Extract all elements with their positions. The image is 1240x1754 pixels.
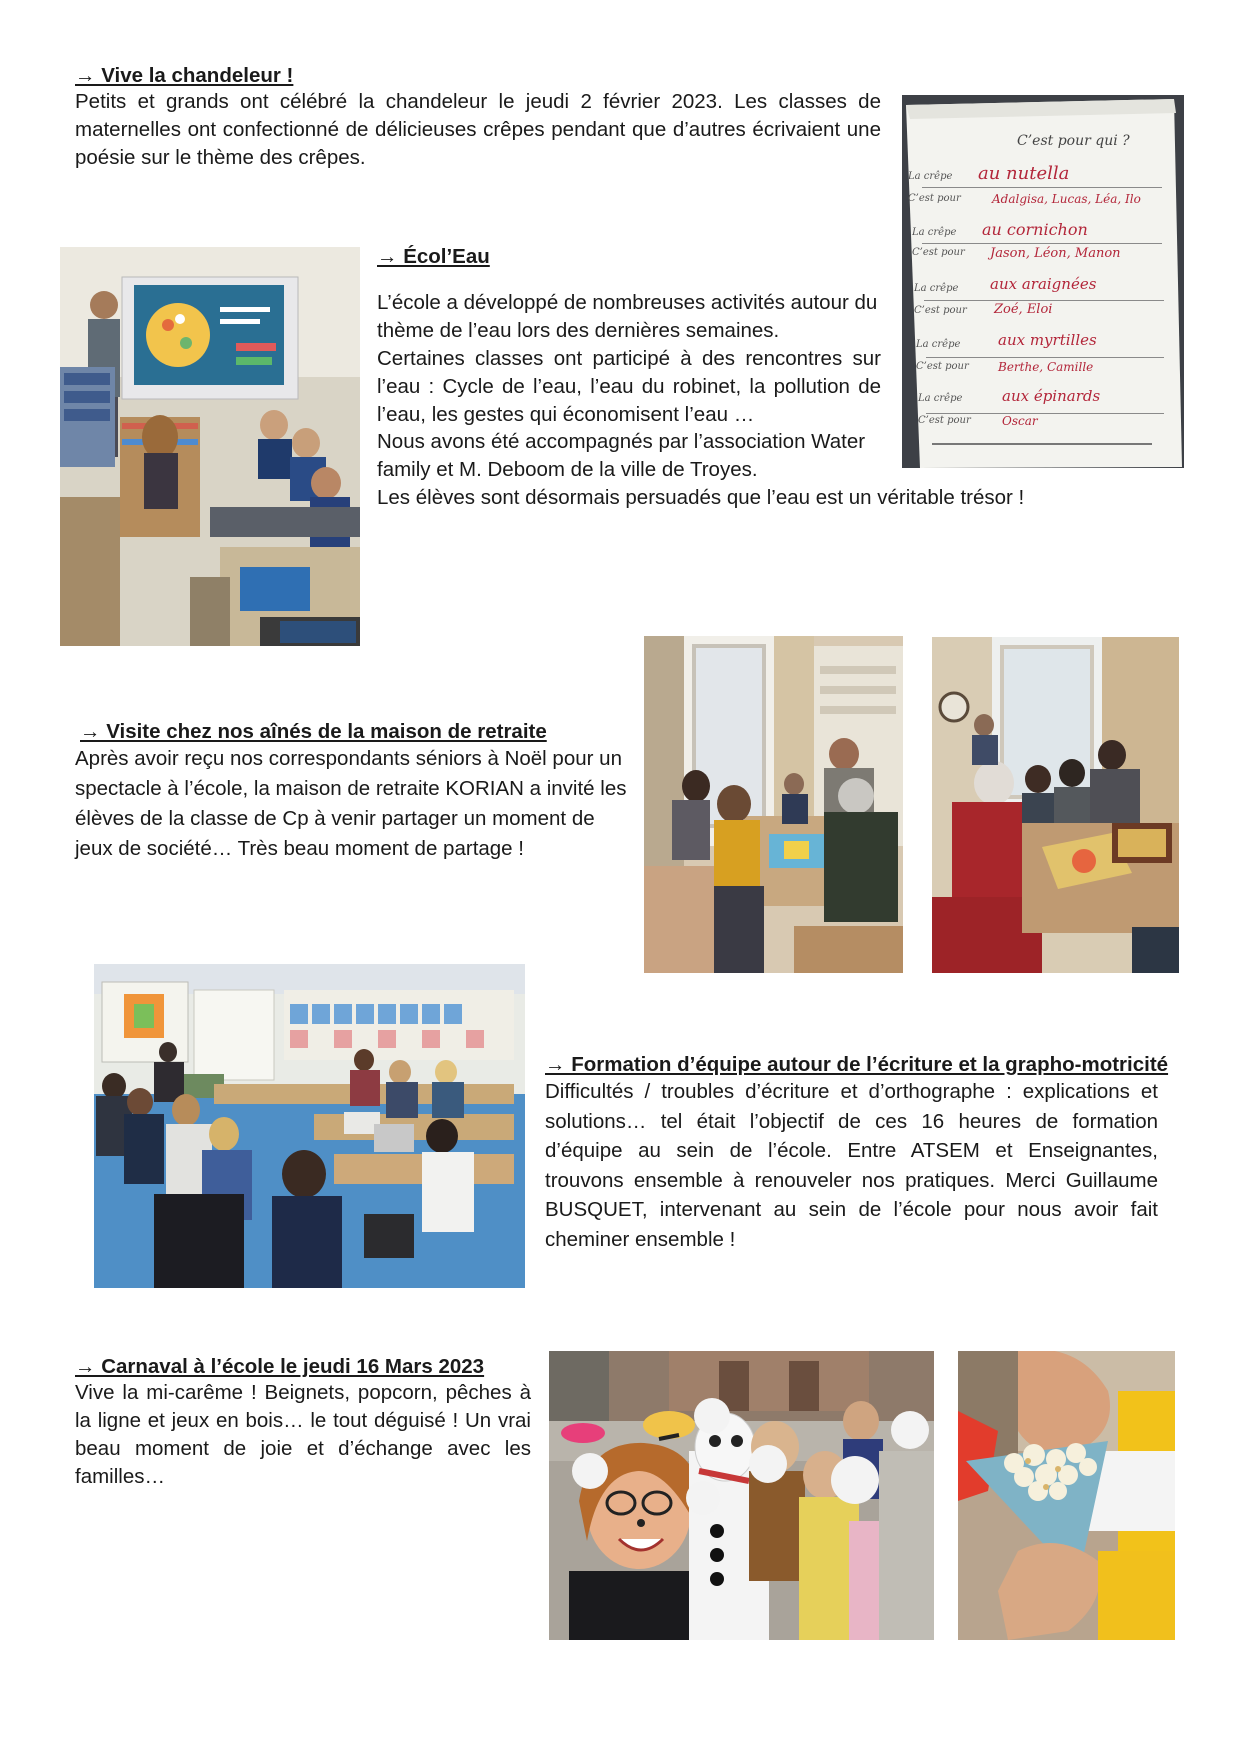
board-line-lead: C’est pour [912,247,965,258]
board-line-lead: C’est pour [916,361,969,372]
board-title: C’est pour qui ? [1017,133,1130,149]
board-line-lead: La crêpe [918,393,963,404]
water-presentation-classroom-photo [60,247,360,646]
visite-text: Après avoir reçu nos correspondants séniors à Noël pour un spectacle à l’école, la maison de retraite KORIAN a invité les élèves de la classe de Cp à venir partager un moment de jeux de société… Très beau moment de partage ! [75,747,627,860]
ecoleau-paragraph-3: Nous avons été accompagnés par l’association Water family et M. Deboom de la ville de Troyes. [377,430,866,481]
formation-heading: → Formation d’équipe autour de l’écriture et la grapho-motricité [545,1053,1169,1076]
board-line-item: au nutella [978,163,1070,184]
retirement-home-games-photo-1 [644,636,903,973]
board-line-lead: C’est pour [908,193,961,204]
board-line-item: Berthe, Camille [998,360,1094,374]
board-line-lead: C’est pour [914,305,967,316]
carnaval-text: Vive la mi-carême ! Beignets, popcorn, pêches à la ligne et jeux en bois… le tout déguisé ! Un vrai beau moment de joie et d’échange avec les familles… [75,1381,531,1488]
chandeleur-heading: → Vive la chandeleur ! [75,64,294,87]
board-line-item: aux myrtilles [998,331,1097,349]
popcorn-cone-photo [958,1351,1175,1640]
board-line-lead: La crêpe [908,171,953,182]
ecoleau-paragraph-4: Les élèves sont désormais persuadés que l’eau est un véritable trésor ! [377,486,1025,509]
board-line-item: aux épinards [1002,387,1101,405]
board-line-lead: La crêpe [916,339,961,350]
crepes-poem-whiteboard-photo [902,95,1184,468]
board-line-item: au cornichon [982,220,1088,239]
visite-heading: → Visite chez nos aînés de la maison de retraite [80,720,547,743]
board-line-item: Zoé, Eloi [994,302,1053,317]
board-line-lead: La crêpe [912,227,957,238]
retirement-home-games-photo-2 [932,637,1179,973]
board-line-lead: C’est pour [918,415,971,426]
carnival-group-selfie-photo [549,1351,934,1640]
chandeleur-text: Petits et grands ont célébré la chandeleur le jeudi 2 février 2023. Les classes de maternelles ont confectionné de délicieuses crêpes pendant que d’autres écrivaient une poésie sur le thème des crêpes. [75,90,881,169]
carnaval-heading: → Carnaval à l’école le jeudi 16 Mars 2023 [75,1355,485,1378]
board-line-item: aux araignées [990,275,1097,293]
board-line-item: Jason, Léon, Manon [990,246,1121,261]
board-line-item: Oscar [1002,414,1038,428]
ecoleau-paragraph-1: L’école a développé de nombreuses activités autour du thème de l’eau lors des dernières semaines. [377,291,878,342]
board-line-lead: La crêpe [914,283,959,294]
ecoleau-heading: → Écol’Eau [377,245,490,268]
staff-training-classroom-photo [94,964,525,1288]
ecoleau-paragraph-2: Certaines classes ont participé à des rencontres sur l’eau : Cycle de l’eau, l’eau du robinet, la pollution de l’eau, les gestes qui économisent l’eau … [377,347,881,426]
formation-text: Difficultés / troubles d’écriture et d’orthographe : explications et solutions… tel était l’objectif de ces 16 heures de formation d’équipe au sein de l’école. Entre ATSEM et Enseignantes, trouvons ensemble à renouveler nos pratiques. Merci Guillaume BUSQUET, intervenant au sein de l’école pour nous avoir fait cheminer ensemble ! [545,1080,1158,1251]
board-line-item: Adalgisa, Lucas, Léa, Ilo [992,192,1141,206]
